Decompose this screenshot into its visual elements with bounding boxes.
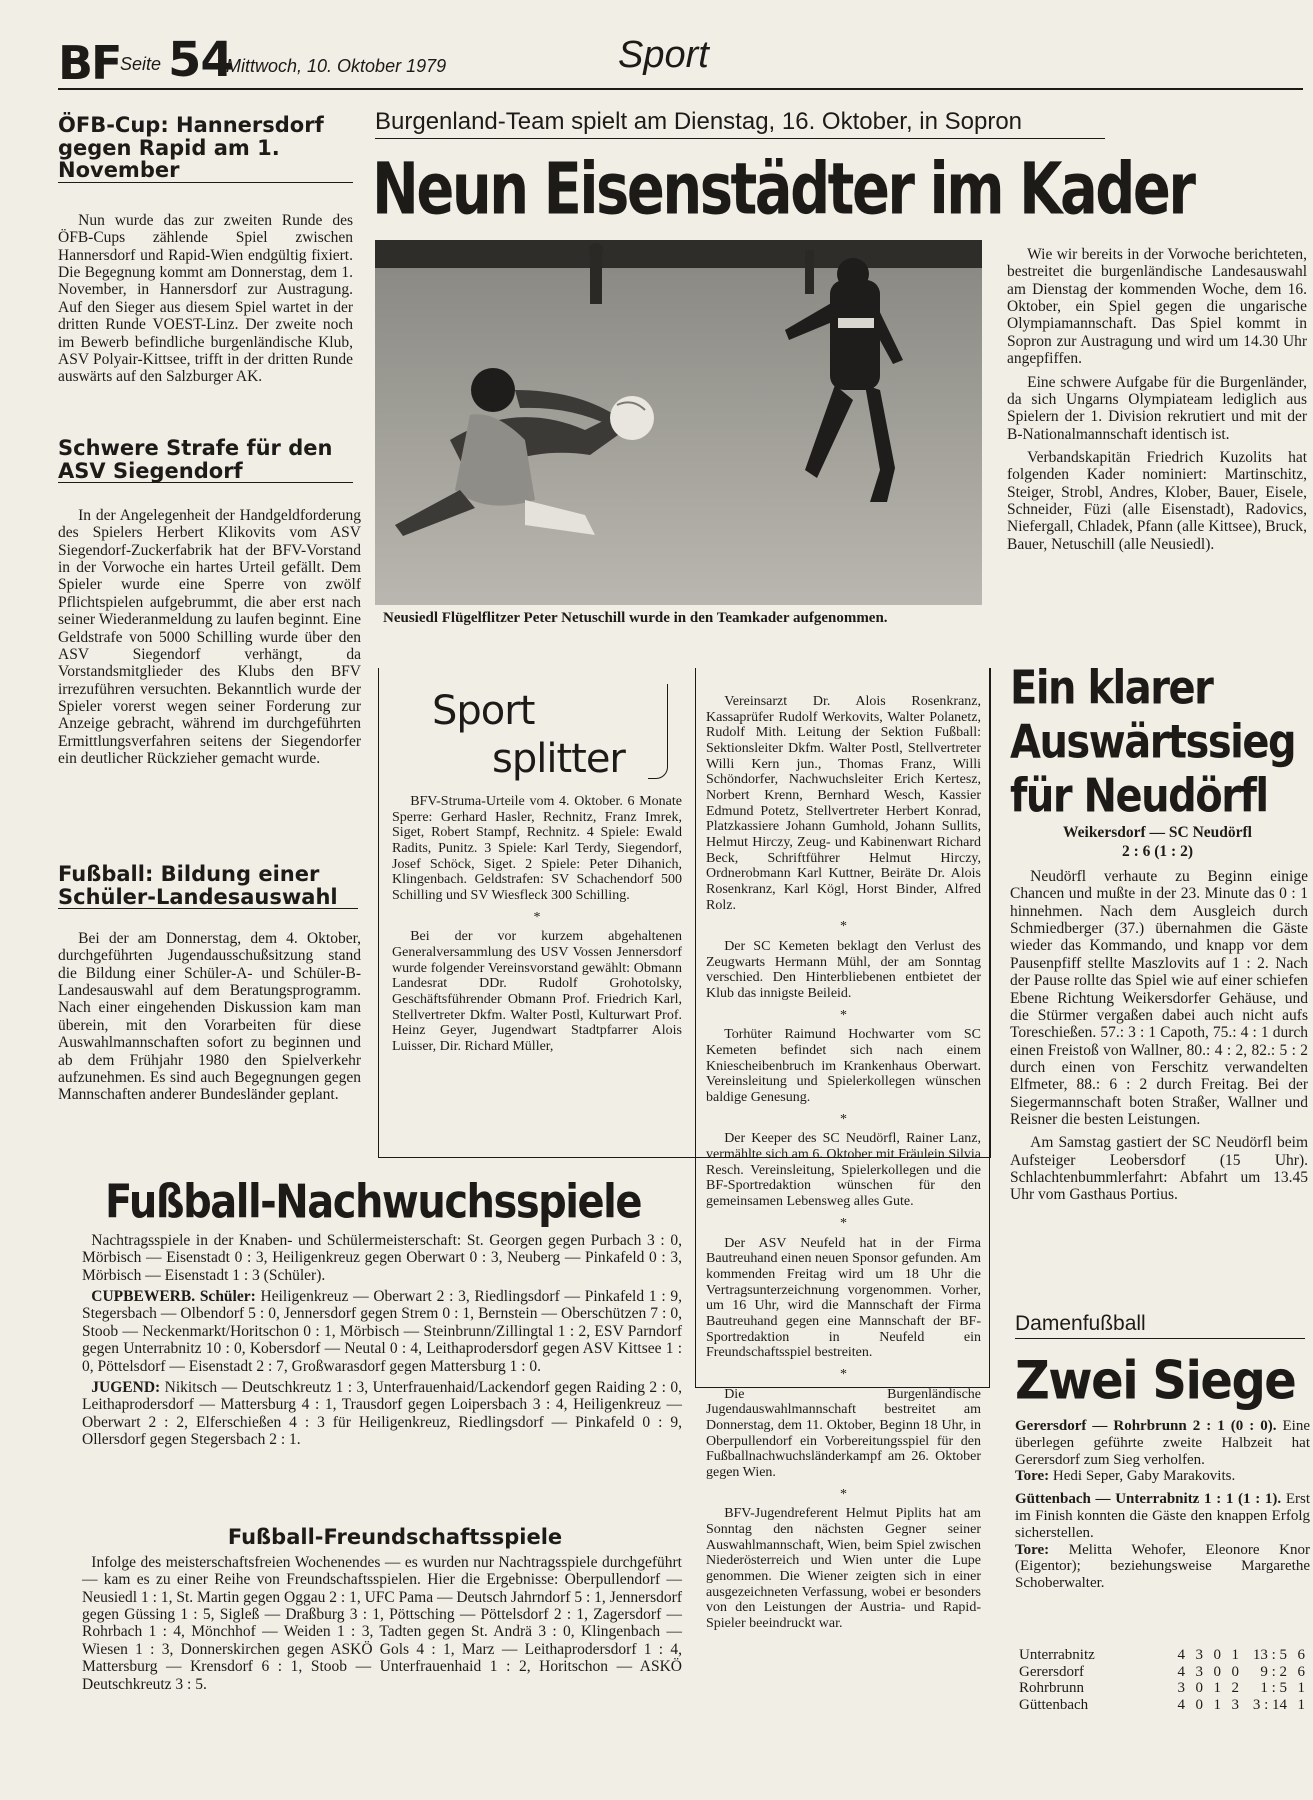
damen-headline: Zwei Siege — [1015, 1350, 1296, 1412]
damen-m1-tore: Hedi Seper, Gaby Marakovits. — [1052, 1468, 1236, 1485]
strafe-body: In der Angelegenheit der Handgeldforderung des Spielers Herbert Klikovits vom ASV Siegendorf-Zuckerfabrik hat der BFV-Vorstand in der Vorwoche ein hartes Urteil gefällt. Dem Spieler wurde eine Sperre von zwölf Pflichtspielen aufgebrummt, die aber erst nach seiner Wiederanmeldung zu laufen beginnt. Eine Geldstrafe von 5000 Schilling wurde über den ASV Siegendorf verhängt, da Vorstandsmitglieder des Klubs den BFV irrezuführen versuchten. Bekanntlich wurde der Spieler vorerst wegen seiner Forderung zur Anzeige gebracht, während im durchgeführten Ermittlungsverfahren seitens der Siegendorfer ein deutlicher Rückzieher gemacht wurde. — [58, 507, 361, 768]
nachwuchs-article — [82, 1232, 682, 1452]
section-title: Sport — [618, 34, 709, 76]
separator-star: * — [840, 1215, 847, 1231]
kader-p3: Verbandskapitän Friedrich Kuzolits hat folgenden Kader nominiert: Martinschitz, Steiger, Strobl, Andres, Klober, Bauer, Eisele, Schneider, Füzi (alle Eisenstadt), Radovics, Niefergall, Chladek, Pfann (alle Kittsee), Bruck, Bauer, Netuschill (alle Neusiedl). — [1007, 448, 1307, 553]
games-played: 4 — [1177, 1647, 1185, 1663]
damen-m1-text: Eine überlegen geführte zweite Halbzeit hat Gerersdorf zum Sieg verholfen. — [1015, 1418, 1311, 1468]
splitter-right-p4: Der Keeper des SC Neudörfl, Rainer Lanz, vermählte sich am 6. Oktober mit Fräulein Silvia Resch. Vereinsleitung, Spielerkollegen und die BF-Sportredaktion wünschen für den gemeinsamen Lebensweg alles Gute. — [706, 1131, 981, 1210]
schueler-body: Bei der am Donnerstag, dem 4. Oktober, durchgeführten Jugendausschußsitzung stand die Bildung einer Schüler-A- und Schüler-B-Landesauswahl auf dem Beratungsprogramm. Nach einer eingehenden Diskussion kam man überein, mit den Vorarbeiten für diese Auswahlmannschaften sofort zu beginnen und ab dem Frühjahr 1980 den Spielverkehr aufzunehmen. Es sind auch Begegnungen gegen Mannschaften anderer Bundesländer geplant. — [58, 930, 361, 1104]
team-name: Unterrabnitz — [1019, 1647, 1095, 1663]
newspaper-logo: BF — [58, 36, 121, 90]
kader-p2: Eine schwere Aufgabe für die Burgenländer, da sich Ungarns Olympiateam lediglich aus Spielern der 1. Division rekrutiert und mit der B-Nationalmannschaft identisch ist. — [1007, 373, 1307, 443]
games-played: 4 — [1177, 1663, 1185, 1680]
wins: 0 — [1195, 1680, 1203, 1696]
nachwuchs-p3: Nikitsch — Deutschkreutz 1 : 3, Unterfrauenhaid/Lackendorf gegen Raiding 2 : 0, Leithaprodersdorf — Mattersburg 4 : 1, Trausdorf gegen Loipersbach 3 : 4, Heiligenkreuz — Oberwart 2 : 2, Elferschießen 4 : 3 für Heiligenkreuz, Riedlingsdorf — Pinkafeld 0 : 9, Ollersdorf gegen Stegersbach 2 : 1. — [82, 1378, 683, 1448]
table-row — [1017, 1664, 1307, 1681]
damen-m1-tore-label: Tore: — [1015, 1468, 1050, 1485]
nachwuchs-headline: Fußball-Nachwuchsspiele — [105, 1176, 641, 1229]
kader-article — [1007, 246, 1307, 559]
draws: 0 — [1213, 1647, 1221, 1663]
splitter-left-column — [392, 794, 682, 1061]
splitter-logo-top: Sport — [432, 688, 535, 734]
separator-star: * — [533, 909, 541, 925]
separator-star: * — [840, 919, 847, 935]
strafe-article — [58, 507, 361, 773]
klarer-match-line — [1010, 824, 1305, 861]
klarer-p2: Am Samstag gastiert der SC Neudörfl beim Aufsteiger Leobersdorf (15 Uhr). Schlachtenbummlerfahrt: Abfahrt um 13.45 Uhr vom Gasthaus Portius. — [1010, 1134, 1308, 1204]
wins: 3 — [1195, 1663, 1203, 1680]
splitter-right-p7: BFV-Jugendreferent Helmut Piplits hat am Sonntag den nächsten Gegner seiner Auswahlmannschaft, Wien, beim Spiel zwischen Niederösterreich und Wien unter die Lupe genommen. Die Wiener zeigten sich in einer ausgezeichneten Verfassung, wobei er besonders von den Leistungen der Austria- und Rapid-Spieler beeindruckt war. — [706, 1506, 981, 1631]
klarer-p1: Neudörfl verhaute zu Beginn einige Chancen und mußte in der 23. Minute das 0 : 1 hinnehmen. Nach dem Ausgleich durch Schmiedberger (37.) übernahmen die Gäste wieder das Kommando, und knapp vor dem Pausenpfiff stellte Maszlovits auf 1 : 2. Nach der Pause rollte das Spiel wie auf einer schiefen Ebene Richtung Weikersdorfer Gehäuse, und die Stürmer vergaßen dabei auch nicht aufs Toreschießen. 57.: 3 : 1 Capoth, 75.: 4 : 1 durch einen Freistoß von Wallner, 80.: 4 : 2, 82.: 5 : 2 durch einen von Ferschitz verwandelten Elfmeter, 88.: 6 : 2 durch Freitag. Bei der Siegermannschaft boten Straßer, Wallner und Reisner die besten Leistungen. — [1010, 868, 1308, 1129]
football-photo — [375, 240, 982, 605]
kader-kicker: Burgenland-Team spielt am Dienstag, 16. Oktober, in Sopron — [375, 108, 1105, 139]
separator-star: * — [840, 1007, 847, 1023]
klarer-match: Weikersdorf — SC Neudörfl — [1062, 824, 1252, 841]
goals: 9 : 2 — [1260, 1663, 1287, 1680]
page-number: 54 — [168, 32, 233, 88]
kader-p1: Wie wir bereits in der Vorwoche berichteten, bestreitet die burgenländische Landesauswahl am Dienstag der kommenden Woche, dem 16. Oktober, ein Spiel gegen die ungarische Olympiamannschaft. Das Spiel kommt in Sopron zur Austragung und wird um 14.30 Uhr angepfiffen. — [1007, 246, 1307, 368]
points: 6 — [1297, 1647, 1305, 1663]
klarer-score: 2 : 6 (1 : 2) — [1121, 842, 1194, 860]
losses: 1 — [1231, 1647, 1239, 1663]
kader-headline: Neun Eisenstädter im Kader — [372, 148, 1194, 232]
separator-star: * — [840, 1111, 847, 1127]
table-row — [1017, 1680, 1307, 1697]
nachwuchs-p1: Nachtragsspiele in der Knaben- und Schülermeisterschaft: St. Georgen gegen Purbach 3 : 0, Mörbisch — Eisenstadt 0 : 3, Heiligenkreuz gegen Oberwart 0 : 3, Neuberg — Pinkafeld 0 : 3, Mörbisch — Eisenstadt 1 : 3 (Schüler). — [82, 1232, 682, 1284]
points: 1 — [1297, 1680, 1305, 1696]
team-name: Gerersdorf — [1019, 1663, 1084, 1680]
goals: 1 : 5 — [1260, 1680, 1287, 1696]
damen-m2-text: Erst im Finish konnten die Gäste den knappen Erfolg sicherstellen. — [1015, 1491, 1310, 1541]
issue-date: Mittwoch, 10. Oktober 1979 — [226, 56, 447, 76]
masthead — [58, 30, 1303, 90]
standings-table — [1017, 1647, 1307, 1713]
damen-m2-title: Güttenbach — Unterrabnitz 1 : 1 (1 : 1). — [1015, 1491, 1282, 1508]
points: 6 — [1297, 1663, 1305, 1680]
draws: 1 — [1213, 1696, 1221, 1713]
cup-headline: ÖFB-Cup: Hannersdorf gegen Rapid am 1. November — [58, 114, 353, 183]
freundschaft-article — [82, 1554, 682, 1697]
strafe-headline: Schwere Strafe für den ASV Siegendorf — [58, 437, 353, 483]
schueler-article — [58, 930, 361, 1110]
page-label: Seite — [120, 54, 162, 74]
cup-body: Nun wurde das zur zweiten Runde des ÖFB-Cups zählende Spiel zwischen Hannersdorf und Rapid-Wien endgültig fixiert. Die Begegnung kommt am Donnerstag, dem 1. November, in Hannersdorf zur Austragung. Auf den Sieger aus diesem Spiel wartet in der dritten Runde VOEST-Linz. Der zweite noch im Bewerb befindliche burgenländische Klub, ASV Polyair-Kittsee, trifft in der dritten Runde auswärts auf den Salzburger AK. — [58, 212, 353, 386]
separator-star: * — [840, 1366, 847, 1382]
losses: 3 — [1231, 1696, 1239, 1713]
losses: 2 — [1231, 1680, 1239, 1696]
splitter-logo-bottom: splitter — [492, 736, 625, 782]
losses: 0 — [1231, 1663, 1239, 1680]
table-row — [1017, 1697, 1307, 1714]
splitter-left-p1: BFV-Struma-Urteile vom 4. Oktober. 6 Monate Sperre: Gerhard Hasler, Rechnitz, Franz Imrek, Siget, Robert Stampf, Rechnitz. 4 Spiele: Ewald Radits, Punitz. 3 Spiele: Karl Terdy, Siegendorf, Josef Schöck, Siget. 2 Spiele: Peter Dihanich, Klingenbach. Geldstrafen: SV Schachendorf 500 Schilling und SV Wiesfleck 300 Schilling. — [392, 794, 682, 904]
splitter-left-p2: Bei der vor kurzem abgehaltenen Generalversammlung des USV Vossen Jennersdorf wurde folgender Vereinsvorstand gewählt: Obmann Landesrat DDr. Rudolf Grohotolsky, Geschäftsführender Obmann Prof. Friedrich Karl, Stellvertreter Dkfm. Walter Postl, Kulturwart Prof. Heinz Geyer, Jugendwart Stadtpfarrer Alois Luisser, Dir. Richard Müller, — [392, 929, 682, 1055]
goals: 3 : 14 — [1252, 1696, 1287, 1713]
goals: 13 : 5 — [1252, 1647, 1287, 1663]
draws: 0 — [1213, 1663, 1221, 1680]
team-name: Güttenbach — [1019, 1696, 1089, 1713]
klarer-article — [1010, 868, 1308, 1210]
nachwuchs-p2-label: CUPBEWERB. Schüler: — [91, 1288, 256, 1306]
photo-caption: Neusiedl Flügelflitzer Peter Netuschill wurde in den Teamkader aufgenommen. — [383, 610, 888, 626]
wins: 3 — [1195, 1647, 1203, 1663]
splitter-right-p2: Der SC Kemeten beklagt den Verlust des Zeugwarts Hermann Mühl, der am Sonntag verschied. Den Hinterbliebenen entbietet der Klub das innigste Beileid. — [706, 939, 981, 1002]
damen-kicker: Damenfußball — [1015, 1312, 1305, 1339]
games-played: 3 — [1177, 1680, 1185, 1696]
points: 1 — [1297, 1696, 1305, 1713]
schueler-headline: Fußball: Bildung einer Schüler-Landesauswahl — [58, 863, 358, 909]
team-name: Rohrbrunn — [1019, 1680, 1084, 1696]
separator-star: * — [840, 1486, 847, 1502]
splitter-right-p3: Torhüter Raimund Hochwarter vom SC Kemeten befindet sich nach einem Kniescheibenbruch im Krankenhaus Oberwart. Vereinsleitung und Spielerkollegen wünschen baldige Genesung. — [706, 1027, 981, 1106]
draws: 1 — [1213, 1680, 1221, 1696]
splitter-right-column — [706, 694, 981, 1638]
wins: 0 — [1195, 1696, 1203, 1713]
freundschaft-headline: Fußball-Freundschaftsspiele — [227, 1525, 563, 1549]
freundschaft-body: Infolge des meisterschaftsfreien Wochenendes — es wurden nur Nachtragsspiele durchgeführt — kam es zu einer Reihe von Freundschaftsspielen. Hier die Ergebnisse: Oberpullendorf — Neusiedl 1 : 1, St. Martin gegen Oggau 2 : 1, UFC Pama — Deutsch Jahrndorf 5 : 1, Jennersdorf gegen Güssing 1 : 5, Sigleß — Draßburg 3 : 1, Pöttsching — Pöttelsdorf 2 : 1, Zagersdorf — Rohrbach 1 : 4, Mönchhof — Weiden 1 : 3, Tadten gegen St. Andrä 3 : 0, Klingenbach — Wiesen 1 : 3, Donnerskirchen gegen ASKÖ Gols 4 : 1, Marz — Leithaprodersdorf 1 : 4, Mattersburg — Krensdorf 6 : 1, Stoob — Unterfrauenhaid 1 : 2, Horitschon — ASKÖ Deutschkreutz 3 : 5. — [82, 1554, 682, 1693]
damen-m2-tore: Melitta Wehofer, Eleonore Knor (Eigentor); beziehungsweise Margarethe Schoberwalter. — [1015, 1541, 1311, 1592]
splitter-logo-bracket — [648, 684, 668, 779]
damen-article — [1015, 1418, 1310, 1598]
damen-m2-tore-label: Tore: — [1015, 1541, 1050, 1558]
damen-m1-title: Gerersdorf — Rohrbrunn 2 : 1 (0 : 0). — [1015, 1418, 1277, 1434]
goalkeeper-save-image — [375, 240, 982, 605]
nachwuchs-p2: Heiligenkreuz — Oberwart 2 : 3, Riedlingsdorf — Pinkafeld 1 : 9, Stegersbach — Olbendorf 5 : 0, Jennersdorf gegen Strem 0 : 1, Bernstein — Oberschützen 7 : 0, Stoob — Neckenmarkt/Horitschon 0 : 1, Mörbisch — Steinbrunn/Zillingtal 1 : 2, ESV Parndorf gegen Unterrabnitz 10 : 0, Kobersdorf — Neutal 0 : 4, Leithaprodersdorf gegen ASV Kittsee 1 : 0, Pöttelsdorf — Eisenstadt 2 : 7, Großwarasdorf gegen Mattersburg 1 : 0. — [82, 1288, 683, 1375]
klarer-headline: Ein klarer Auswärtssieg für Neudörfl — [1010, 662, 1296, 824]
splitter-right-p1: Vereinsarzt Dr. Alois Rosenkranz, Kassaprüfer Rudolf Werkovits, Walter Polanetz, Rudolf Mith. Leitung der Sektion Fußball: Sektionsleiter Dkfm. Walter Postl, Stellvertreter Willi Kern jun., Thomas Franz, Willi Schöndorfer, Nachwuchsleiter Erich Kertesz, Norbert Krenn, Bernhard Wesch, Kassier Edmund Potetz, Stellvertreter Herbert Konrad, Platzkassiere Johann Gumhold, Johann Sullits, Helmut Hirczy, Zeug- und Kabinenwart Richard Beck, Schriftführer Helmut Hirczy, Ordnerobmann Karl Kuttner, Beiräte Dr. Alois Rosenkranz, Karl Kögl, Horst Binder, Alfred Rolz. — [706, 694, 981, 913]
splitter-right-p5: Der ASV Neufeld hat in der Firma Bautreuhand einen neuen Sponsor gefunden. Am kommenden Freitag wird um 18 Uhr die Vertragsunterzeichnung vorgenommen. Vorher, um 16 Uhr, wird die Mannschaft der Firma Bautreuhand gegen eine Mannschaft der BF-Sportredaktion in Neufeld ein Freundschaftsspiel bestreiten. — [706, 1235, 981, 1361]
nachwuchs-p3-label: JUGEND: — [91, 1378, 161, 1396]
splitter-right-p6: Die Burgenländische Jugendauswahlmannschaft bestreitet am Donnerstag, dem 11. Oktober, Beginn 18 Uhr, in Oberpullendorf ein Vorbereitungsspiel für den Fußballnachwuchsländerkampf am 26. Oktober gegen Wien. — [706, 1386, 981, 1480]
cup-article — [58, 212, 353, 392]
table-row — [1017, 1647, 1307, 1664]
games-played: 4 — [1177, 1696, 1185, 1713]
